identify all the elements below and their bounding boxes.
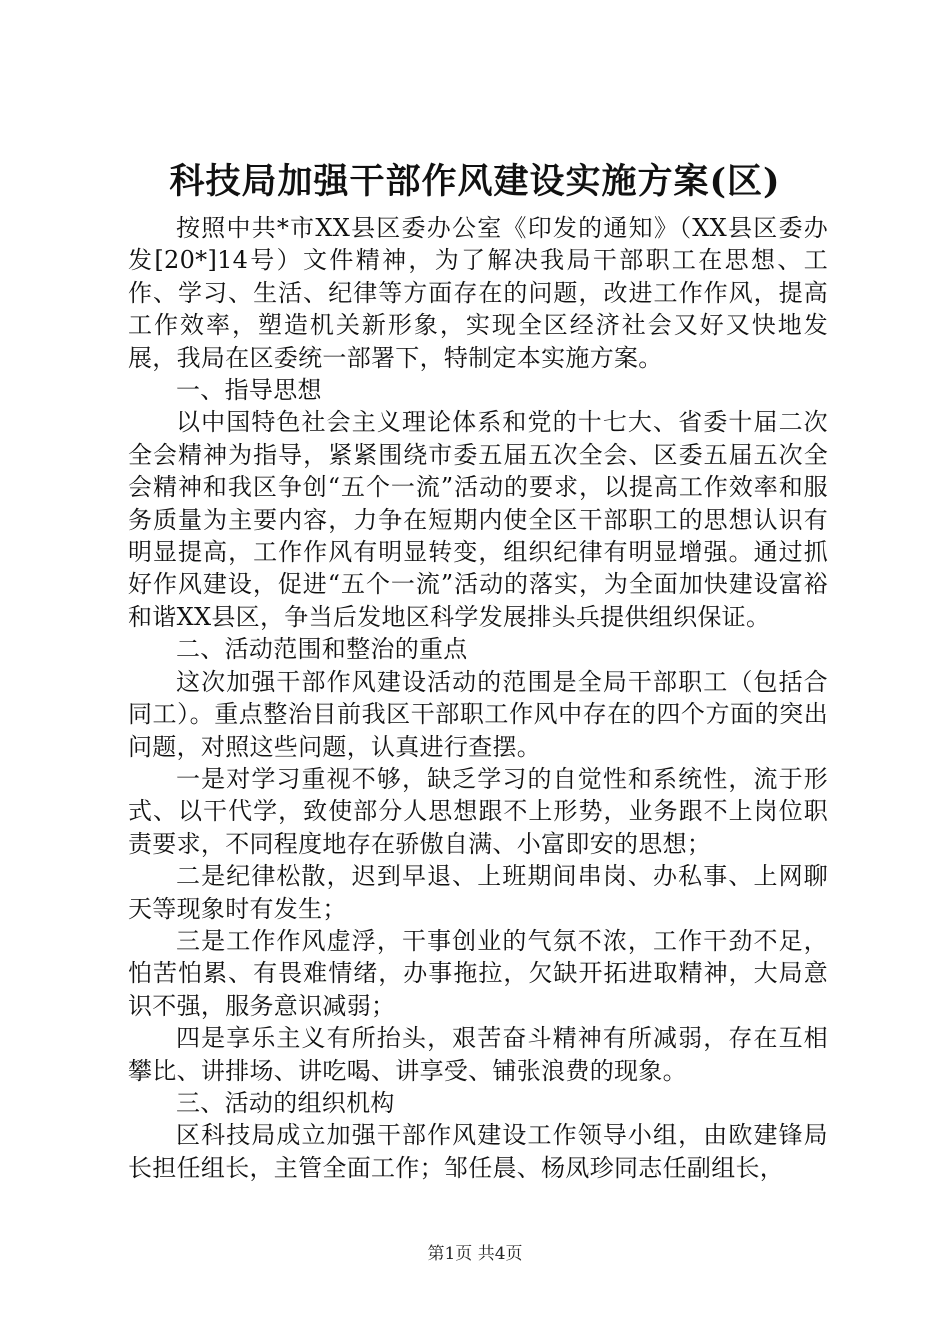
intro-paragraph: 按照中共*市XX县区委办公室《印发的通知》（XX县区委办发[20*]14号）文件精神，为了解决我局干部职工在思想、工作、学习、生活、纪律等方面存在的问题，改进工作作风，提高工作效率，塑造机关新形象，实现全区经济社会又好又快地发展，我局在区委统一部署下，特制定本实施方案。 xyxy=(128,214,828,372)
document-body xyxy=(128,212,828,1184)
section-heading-organization: 三、活动的组织机构 xyxy=(176,1088,395,1117)
scope-paragraph: 这次加强干部作风建设活动的范围是全局干部职工（包括合同工）。重点整治目前我区干部职工作风中存在的四个方面的突出问题，对照这些问题，认真进行查摆。 xyxy=(128,667,828,761)
organization-paragraph: 区科技局成立加强干部作风建设工作领导小组，由欧建锋局长担任组长，主管全面工作；邹任晨、杨凤珍同志任副组长， xyxy=(128,1121,828,1182)
page-footer: 第1页 共4页 xyxy=(427,1244,523,1264)
problem-item-3: 三是工作作风虚浮，干事创业的气氛不浓，工作干劲不足，怕苦怕累、有畏难情绪，办事拖拉，欠缺开拓进取精神，大局意识不强，服务意识减弱； xyxy=(128,926,828,1020)
document-title: 科技局加强干部作风建设实施方案(区) xyxy=(169,161,781,202)
problem-item-1: 一是对学习重视不够，缺乏学习的自觉性和系统性，流于形式、以干代学，致使部分人思想跟不上形势，业务跟不上岗位职责要求，不同程度地存在骄傲自满、小富即安的思想； xyxy=(128,764,828,858)
section-heading-guiding-thought: 一、指导思想 xyxy=(176,376,322,405)
problem-item-2: 二是纪律松散，迟到早退、上班期间串岗、办私事、上网聊天等现象时有发生； xyxy=(128,862,828,923)
section-heading-scope: 二、活动范围和整治的重点 xyxy=(176,635,468,664)
guiding-thought-paragraph: 以中国特色社会主义理论体系和党的十七大、省委十届二次全会精神为指导，紧紧围绕市委五届五次全会、区委五届五次全会精神和我区争创“五个一流”活动的要求，以提高工作效率和服务质量为主要内容，力争在短期内使全区干部职工的思想认识有明显提高，工作作风有明显转变，组织纪律有明显增强。通过抓好作风建设，促进“五个一流”活动的落实，为全面加快建设富裕和谐XX县区，争当后发地区科学发展排头兵提供组织保证。 xyxy=(128,408,828,631)
problem-item-4: 四是享乐主义有所抬头，艰苦奋斗精神有所减弱，存在互相攀比、讲排场、讲吃喝、讲享受、铺张浪费的现象。 xyxy=(128,1024,828,1085)
